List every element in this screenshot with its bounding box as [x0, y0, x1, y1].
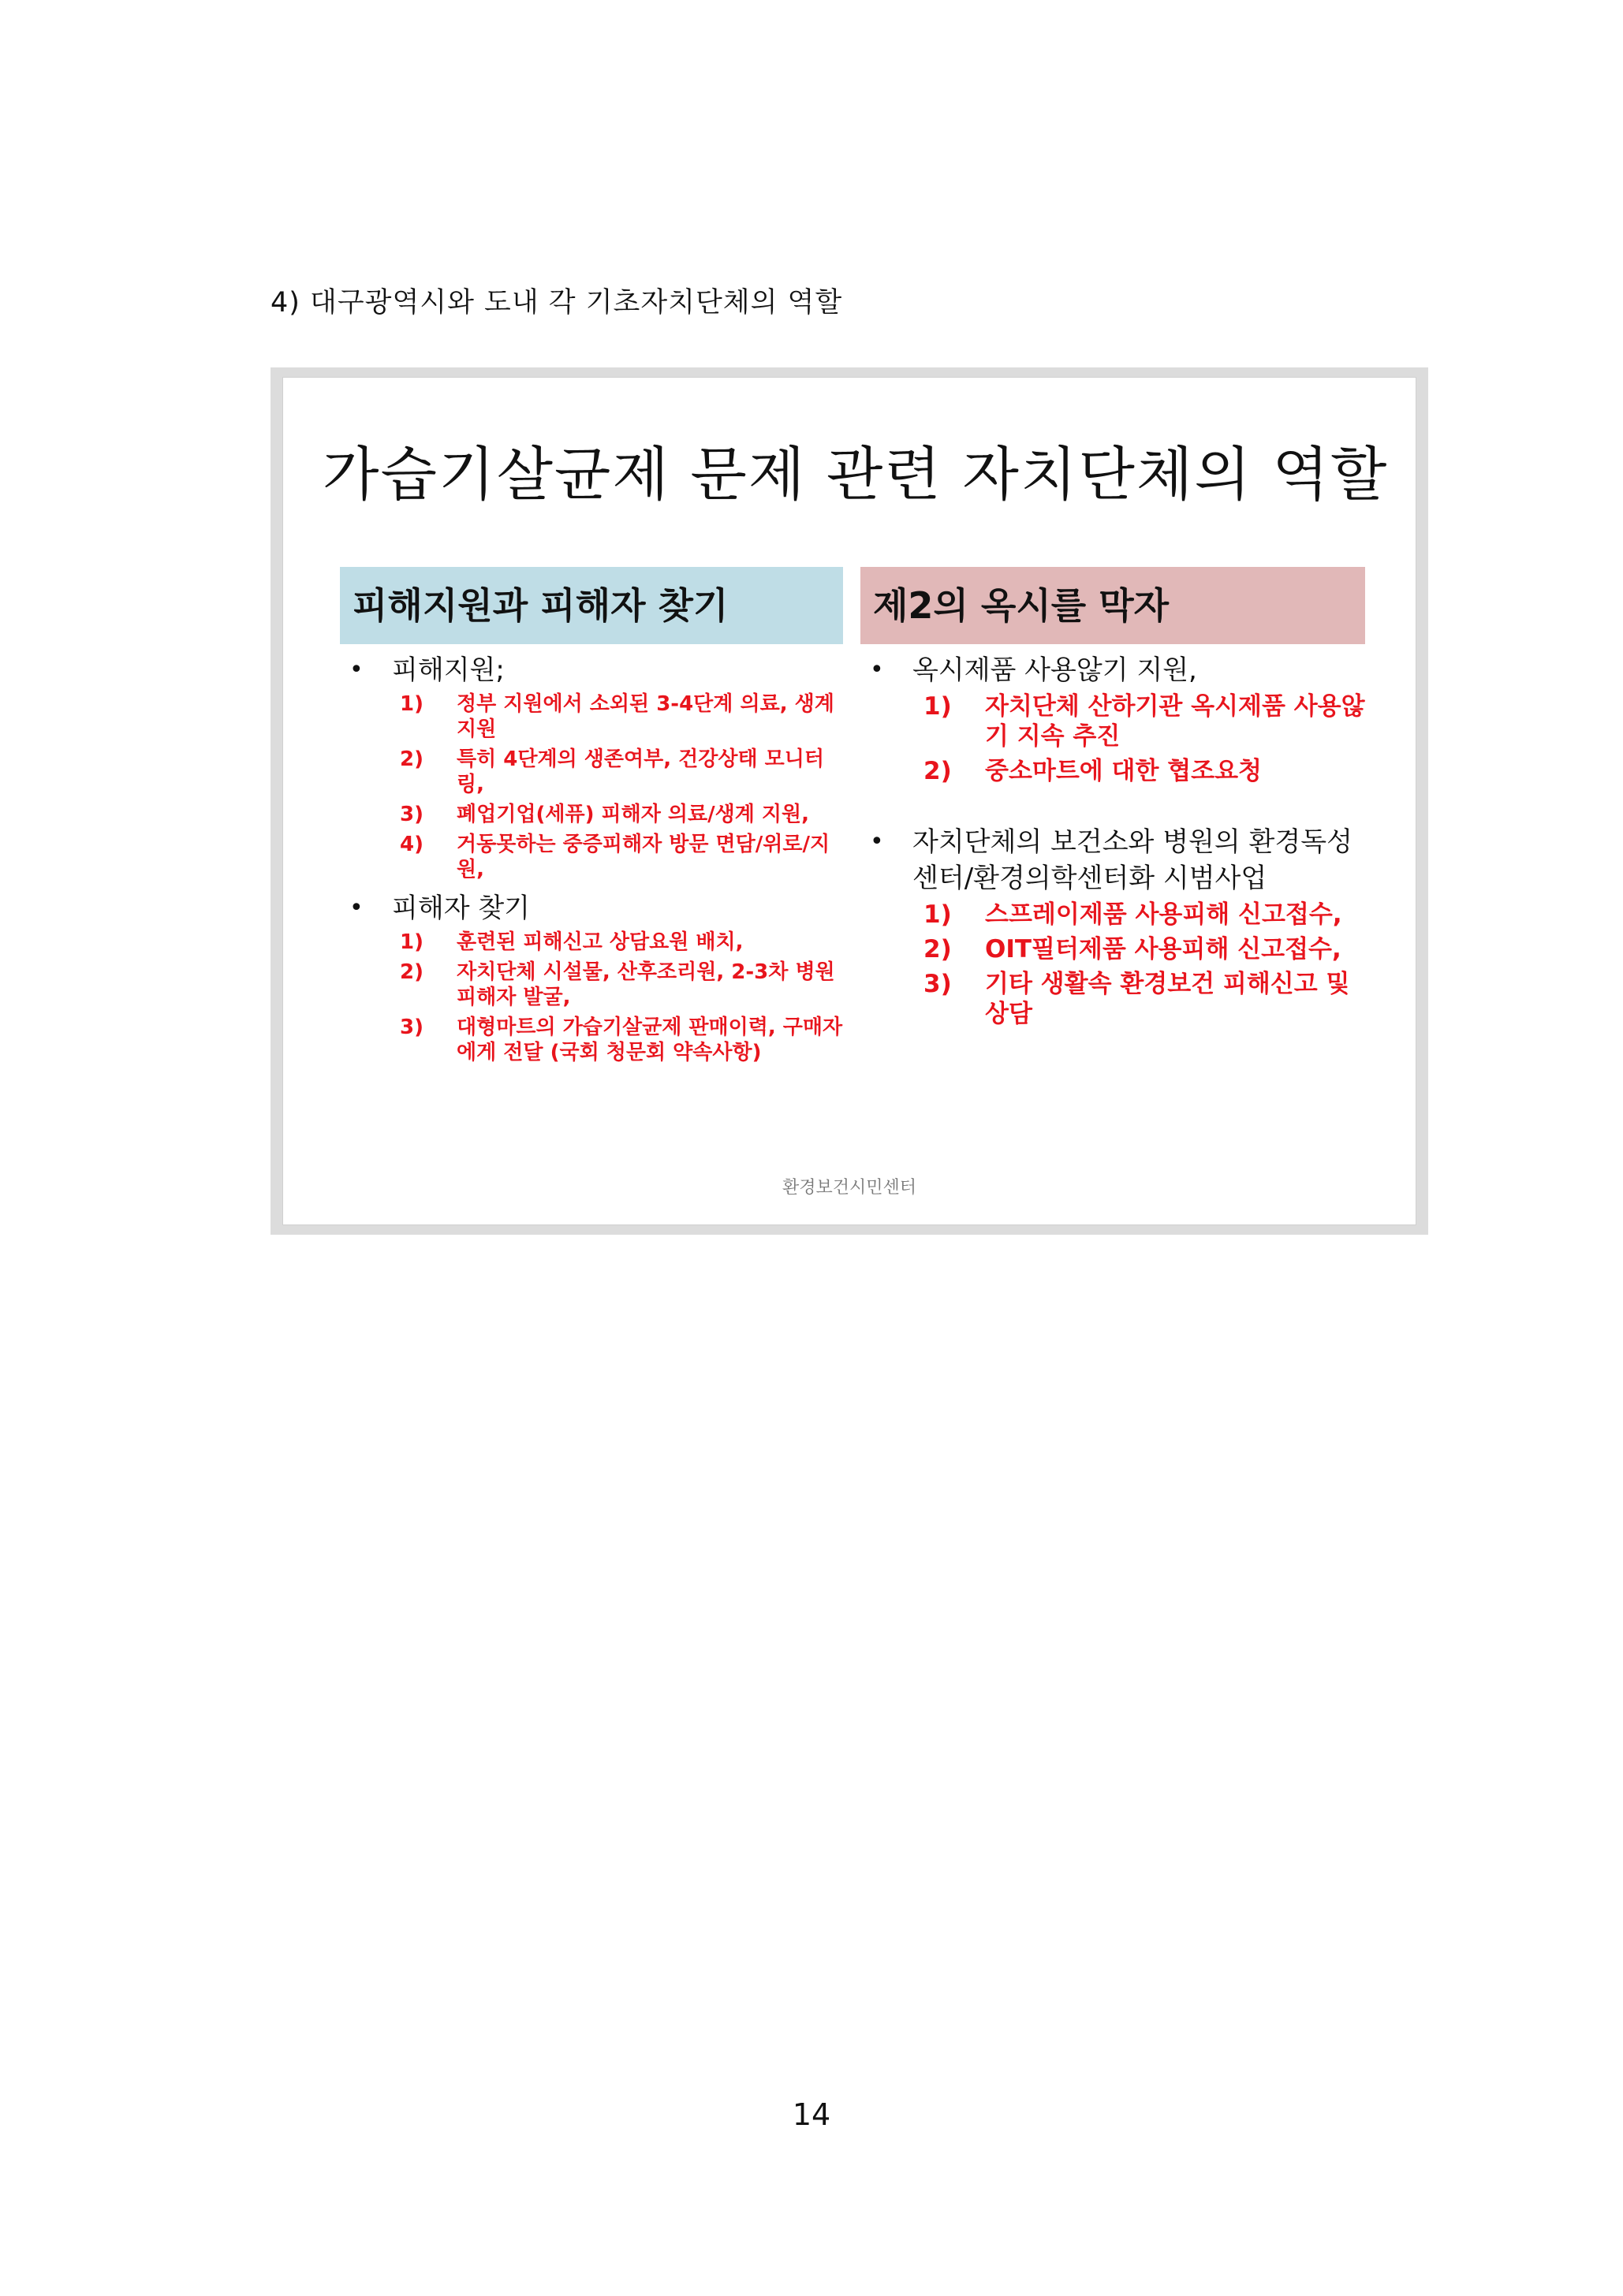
sub-item	[340, 691, 843, 742]
sub-item-number: 1)	[400, 930, 423, 954]
sub-item-text: 자치단체 시설물, 산후조리원, 2-3차 병원 피해자 발굴,	[457, 960, 835, 1009]
sub-item	[860, 969, 1365, 1029]
bullet-dot-icon: •	[349, 894, 364, 922]
sub-item-text: 훈련된 피해신고 상담요원 배치,	[457, 930, 744, 954]
bullet-item	[340, 890, 843, 1065]
sub-item	[860, 691, 1365, 751]
sub-item-number: 2)	[923, 757, 952, 785]
sub-item-number: 2)	[400, 960, 423, 984]
sub-item	[860, 756, 1365, 786]
left-column	[340, 567, 843, 1073]
bullet-item	[860, 824, 1365, 1029]
sub-item-text: 정부 지원에서 소외된 3-4단계 의료, 생계 지원	[457, 692, 834, 741]
sub-item	[340, 960, 843, 1010]
bullet-text: 옥시제품 사용않기 지원,	[912, 654, 1197, 686]
sub-item-number: 3)	[923, 970, 952, 998]
sub-item	[340, 1015, 843, 1065]
bullet-dot-icon: •	[349, 656, 364, 684]
sub-item-number: 2)	[923, 935, 952, 964]
bullet-item	[860, 652, 1365, 824]
bullet-text: 피해자 찾기	[392, 893, 531, 924]
slide-footer: 환경보건시민센터	[782, 1178, 917, 1198]
sub-item-text: 거동못하는 중증피해자 방문 면담/위로/지원,	[457, 833, 830, 882]
sub-list	[912, 691, 1365, 786]
sub-item-number: 2)	[400, 747, 423, 771]
sub-item-number: 3)	[400, 1016, 423, 1039]
page-number: 14	[792, 2097, 831, 2132]
slide	[282, 377, 1416, 1225]
sub-item-number: 1)	[923, 692, 952, 721]
sub-item-text: OIT필터제품 사용피해 신고접수,	[985, 935, 1341, 964]
sub-item-number: 3)	[400, 803, 423, 826]
sub-item-text: 자치단체 산하기관 옥시제품 사용않기 지속 추진	[985, 692, 1365, 751]
bullet-dot-icon: •	[870, 828, 884, 855]
bullet-text: 피해지원;	[392, 654, 505, 686]
sub-item	[860, 934, 1365, 964]
sub-list	[912, 900, 1365, 1029]
bullet-dot-icon: •	[870, 656, 884, 684]
right-bullet-list	[860, 652, 1365, 1029]
sub-item-number: 1)	[400, 692, 423, 716]
section-heading: 4) 대구광역시와 도내 각 기초자치단체의 역할	[270, 287, 843, 319]
left-column-header: 피해지원과 피해자 찾기	[340, 567, 843, 644]
sub-item-number: 1)	[923, 900, 952, 929]
sub-item	[340, 930, 843, 955]
sub-list	[392, 691, 843, 882]
sub-item-text: 대형마트의 가습기살균제 판매이력, 구매자에게 전달 (국회 청문회 약속사항)	[457, 1016, 843, 1064]
spacer	[912, 794, 1365, 824]
sub-item	[860, 900, 1365, 930]
sub-item-text: 특히 4단계의 생존여부, 건강상태 모니터링,	[457, 747, 825, 796]
bullet-item	[340, 652, 843, 882]
left-bullet-list	[340, 652, 843, 1065]
sub-item-text: 중소마트에 대한 협조요청	[985, 757, 1262, 785]
sub-item-text: 기타 생활속 환경보건 피해신고 및 상담	[985, 970, 1350, 1028]
sub-item	[340, 802, 843, 827]
sub-item-text: 폐업기업(세퓨) 피해자 의료/생계 지원,	[457, 803, 810, 826]
sub-item	[340, 747, 843, 797]
sub-item-text: 스프레이제품 사용피해 신고접수,	[985, 900, 1342, 929]
sub-item	[340, 832, 843, 882]
slide-title: 가습기살균제 문제 관련 자치단체의 역할	[323, 441, 1389, 509]
bullet-text: 자치단체의 보건소와 병원의 환경독성센터/환경의학센터화 시범사업	[912, 826, 1352, 894]
sub-list	[392, 930, 843, 1065]
right-column	[860, 567, 1365, 1037]
sub-item-number: 4)	[400, 833, 423, 856]
right-column-header: 제2의 옥시를 막자	[860, 567, 1365, 644]
